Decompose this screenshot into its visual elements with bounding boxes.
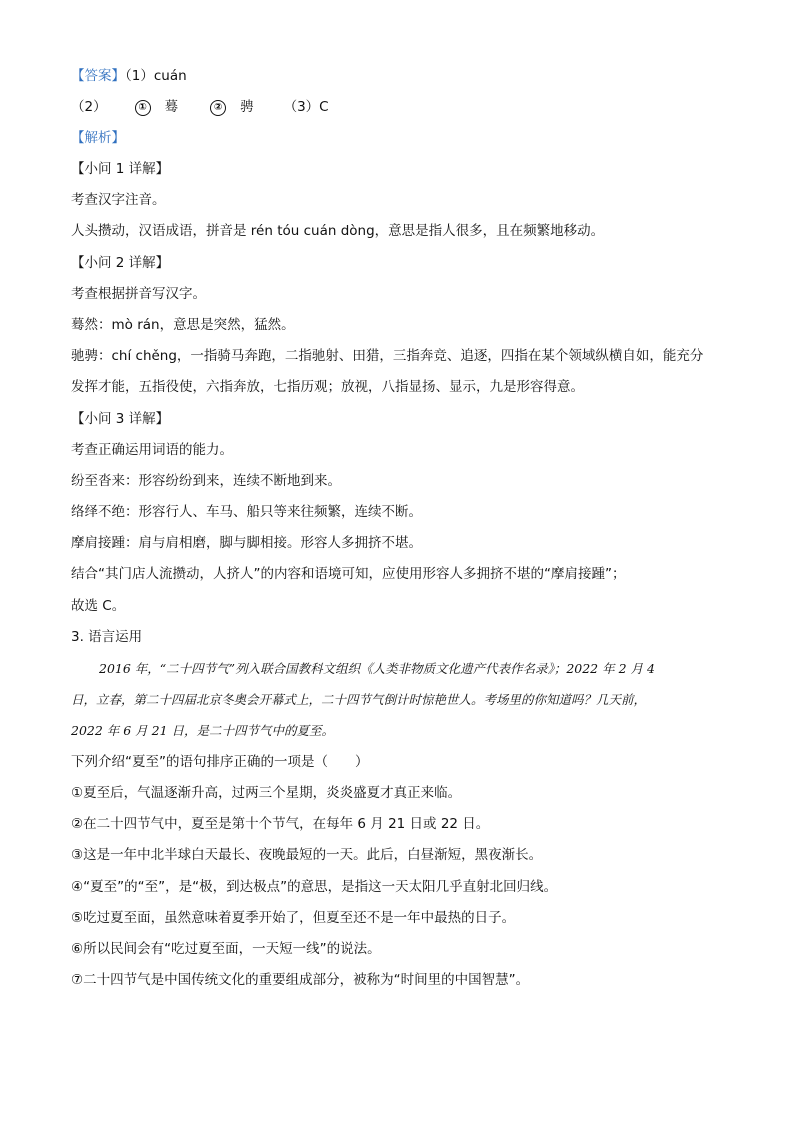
passage-line: 日，立春，第二十四届北京冬奥会开幕式上，二十四节气倒计时惊艳世人。考场里的你知道吗？几天前， xyxy=(71,692,647,707)
answer-item2: 骋 xyxy=(240,99,254,115)
q2-detail-line: 考查根据拼音写汉字。 xyxy=(71,286,206,302)
sentence-item: ②在二十四节气中，夏至是第十个节气，在每年 6 月 21 日或 22 日。 xyxy=(71,816,490,832)
analysis-label: 【解析】 xyxy=(71,130,125,146)
q3-detail-line: 结合“其门店人流攒动，人挤人”的内容和语境可知，应使用形容人多拥挤不堪的“摩肩接踵”； xyxy=(71,566,626,582)
answer-q1: （1）cuán xyxy=(125,68,187,84)
answer-line xyxy=(71,66,187,86)
q2-detail-line: 发挥才能，五指役使，六指奔放，七指历观；放视，八指显扬、显示，九是形容得意。 xyxy=(71,379,584,395)
q2-detail-heading: 【小问 2 详解】 xyxy=(71,255,170,271)
sentence-item: ⑥所以民间会有“吃过夏至面，一天短一线”的说法。 xyxy=(71,941,381,957)
passage-line: 2016 年，“二十四节气”列入联合国教科文组织《人类非物质文化遗产代表作名录》；2022 年 2 月 4 xyxy=(99,661,655,676)
section3-title: 3. 语言运用 xyxy=(71,629,143,645)
q3-detail-line: 考查正确运用词语的能力。 xyxy=(71,442,233,458)
q2-detail-line: 驰骋：chí chěng，一指骑马奔跑，二指驰射、田猎，三指奔竞、追逐，四指在某个领域纵横自如，能充分 xyxy=(71,348,704,364)
answer-q3: （3）C xyxy=(283,99,329,115)
sentence-item: ④“夏至”的“至”，是“极，到达极点”的意思，是指这一天太阳几乎直射北回归线。 xyxy=(71,879,558,895)
question-stem: 下列介绍“夏至”的语句排序正确的一项是（ ） xyxy=(71,754,369,770)
q3-detail-line: 络绎不绝：形容行人、车马、船只等来往频繁，连续不断。 xyxy=(71,504,422,520)
sentence-item: ③这是一年中北半球白天最长、夜晚最短的一天。此后，白昼渐短，黑夜渐长。 xyxy=(71,847,543,863)
passage-line: 2022 年 6 月 21 日，是二十四节气中的夏至。 xyxy=(71,723,335,738)
q1-detail-line: 考查汉字注音。 xyxy=(71,192,166,208)
q3-detail-line: 故选 C。 xyxy=(71,598,126,614)
answer-item1: 蓦 xyxy=(164,99,179,115)
q3-detail-line: 摩肩接踵：肩与肩相磨，脚与脚相接。形容人多拥挤不堪。 xyxy=(71,535,422,551)
q1-detail-heading: 【小问 1 详解】 xyxy=(71,161,170,177)
answer-q2-line xyxy=(71,97,329,117)
q3-detail-line: 纷至沓来：形容纷纷到来，连续不断地到来。 xyxy=(71,473,341,489)
q3-detail-heading: 【小问 3 详解】 xyxy=(71,411,170,427)
answer-q2-prefix: （2） xyxy=(71,99,107,115)
q2-detail-line: 蓦然：mò rán，意思是突然，猛然。 xyxy=(71,317,295,333)
q1-detail-line: 人头攒动，汉语成语，拼音是 rén tóu cuán dòng，意思是指人很多，且在频繁地移动。 xyxy=(71,223,605,239)
sentence-item: ⑦二十四节气是中国传统文化的重要组成部分，被称为“时间里的中国智慧”。 xyxy=(71,972,530,988)
sentence-item: ⑤吃过夏至面，虽然意味着夏季开始了，但夏至还不是一年中最热的日子。 xyxy=(71,910,516,926)
sentence-item: ①夏至后，气温逐渐升高，过两三个星期，炎炎盛夏才真正来临。 xyxy=(71,785,462,801)
answer-item1-number: ① xyxy=(135,100,151,116)
answer-label: 【答案】 xyxy=(71,68,125,84)
answer-item2-number: ② xyxy=(210,100,226,116)
